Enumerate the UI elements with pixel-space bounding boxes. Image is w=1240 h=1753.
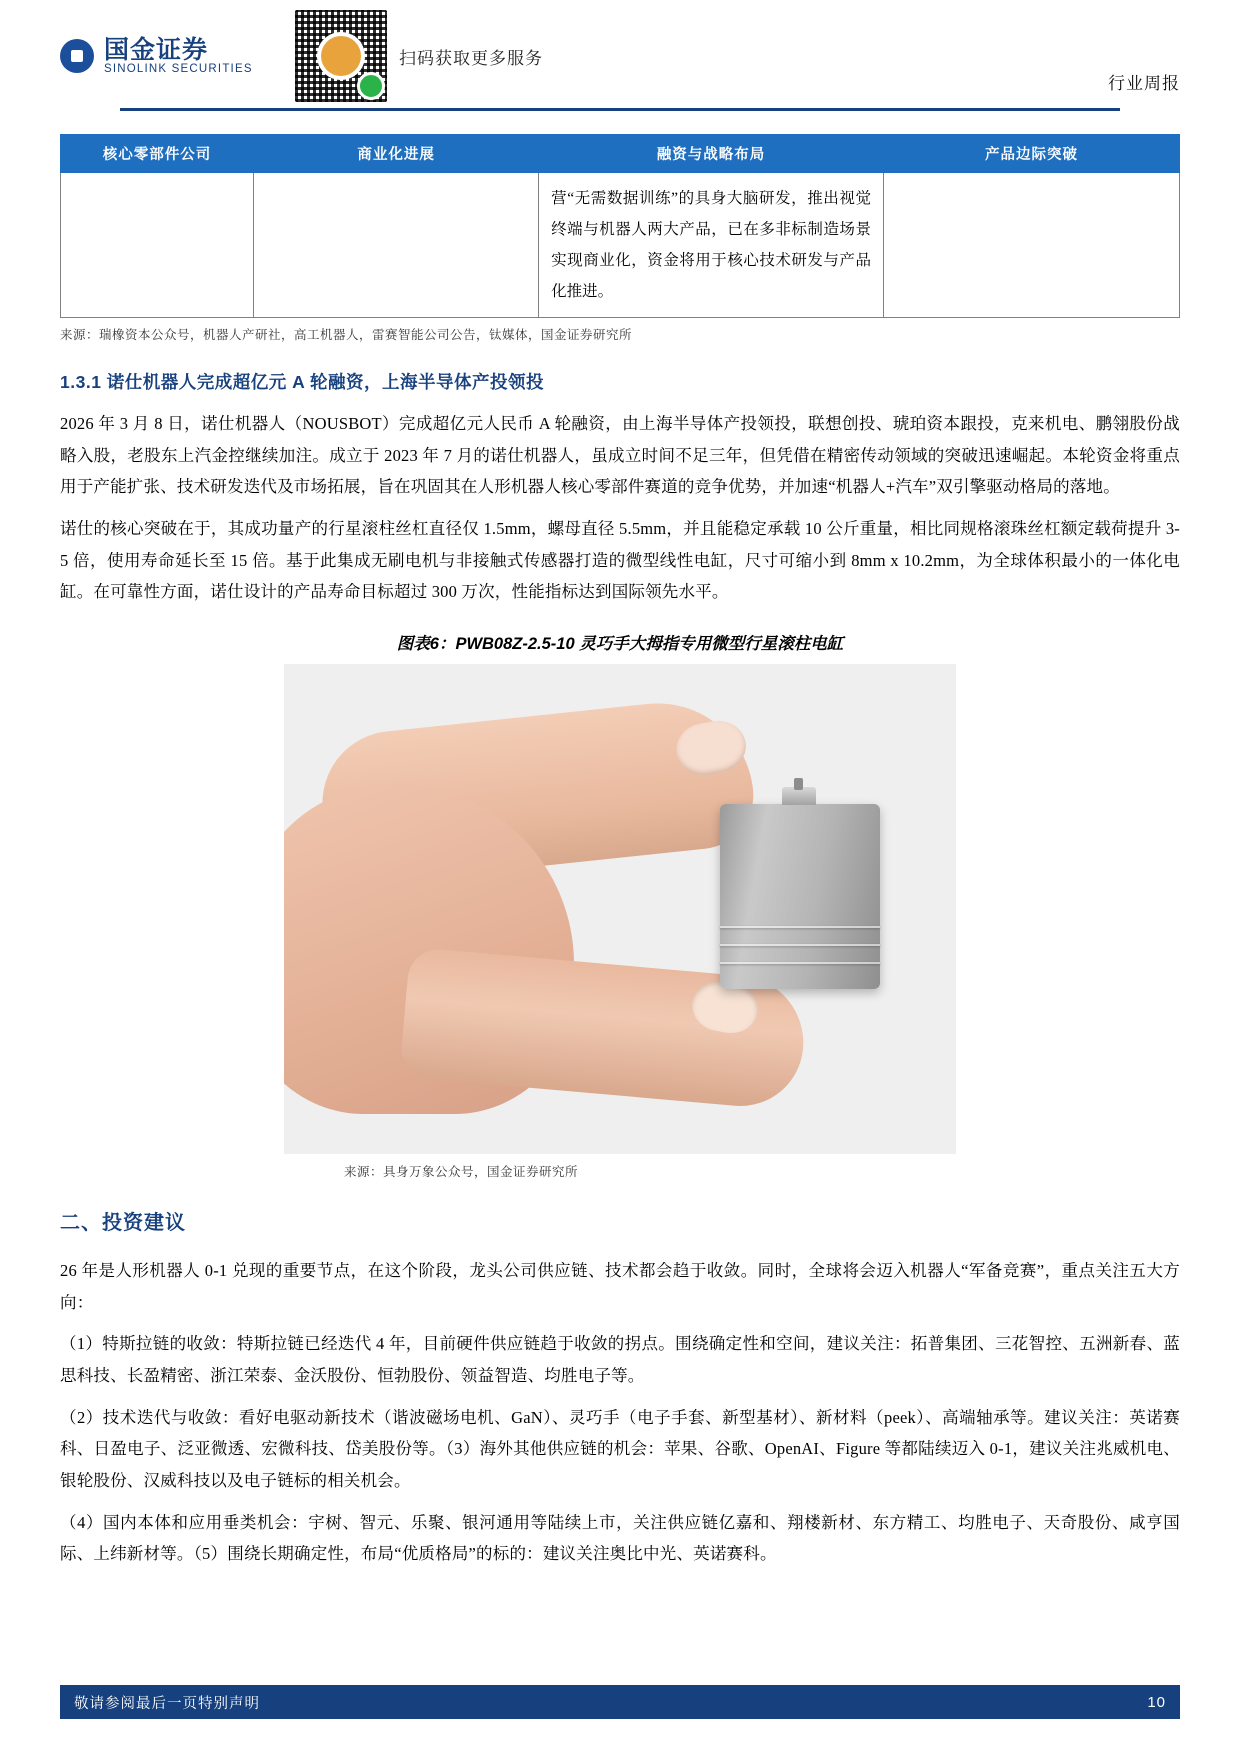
document-type-label: 行业周报: [1108, 74, 1180, 93]
table-source: 来源：瑞橡资本公众号，机器人产研社，高工机器人，雷赛智能公司公告，钛媒体，国金证券研究所: [60, 328, 633, 342]
section-2-paragraph-2: （1）特斯拉链的收敛：特斯拉链已经迭代 4 年，目前硬件供应链趋于收敛的拐点。围绕确定性和空间，建议关注：拓普集团、三花智控、五洲新春、蓝思科技、长盈精密、浙江荣泰、金沃股份、恒勃股份、领益智造、均胜电子等。: [60, 1334, 1180, 1386]
section-131-paragraph-2: 诺仕的核心突破在于，其成功量产的行星滚柱丝杠直径仅 1.5mm，螺母直径 5.5mm，并且能稳定承载 10 公斤重量，相比同规格滚珠丝杠额定载荷提升 3-5 倍，使用寿命延长至 15 倍。基于此集成无刷电机与非接触式传感器打造的微型线性电缸，尺寸可缩小到 8mm x 10.2mm，为全球体积最小的一体化电缸。在可靠性方面，诺仕设计的产品寿命目标超过 300 万次，性能指标达到国际领先水平。: [60, 519, 1180, 602]
figure-source: 来源：具身万象公众号，国金证券研究所: [344, 1165, 579, 1180]
footer-disclaimer: 敬请参阅最后一页特别声明: [74, 1695, 260, 1712]
sinolink-logo-icon: [60, 39, 94, 73]
brand-name-en: SINOLINK SECURITIES: [104, 63, 253, 76]
cell-product: [883, 173, 1179, 318]
table-row: [61, 173, 1180, 318]
section-heading-2: 二、投资建议: [60, 1212, 186, 1235]
figure-title: 图表6：PWB08Z-2.5-10 灵巧手大拇指专用微型行星滚柱电缸: [396, 635, 844, 654]
section-2-paragraph-3: （2）技术迭代与收敛：看好电驱动新技术（谐波磁场电机、GaN）、灵巧手（电子手套、新型基材）、新材料（peek）、高端轴承等。建议关注：英诺赛科、日盈电子、泛亚微透、宏微科技、岱美股份等。（3）海外其他供应链的机会：苹果、谷歌、OpenAI、Figure 等都陆续迈入 0-1，建议关注兆威机电、银轮股份、汉威科技以及电子链标的相关机会。: [60, 1407, 1180, 1491]
table-header-product: 产品边际突破: [883, 135, 1179, 173]
section-2-paragraph-4: （4）国内本体和应用垂类机会：宇树、智元、乐聚、银河通用等陆续上市，关注供应链亿嘉和、翔楼新材、东方精工、均胜电子、天奇股份、咸亨国际、上纬新材等。（5）围绕长期确定性，布局“优质格局”的标的：建议关注奥比中光、英诺赛科。: [60, 1512, 1180, 1564]
cell-financing: 营“无需数据训练”的具身大脑研发，推出视觉终端与机器人两大产品，已在多非标制造场景实现商业化，资金将用于核心技术研发与产品化推进。: [539, 173, 884, 318]
footer-page-number: 10: [1147, 1693, 1166, 1711]
actuator-seam-3: [720, 962, 880, 964]
page-header: [60, 0, 1180, 112]
table-header-row: [61, 135, 1180, 173]
section-2-paragraph-1: 26 年是人形机器人 0-1 兑现的重要节点，在这个阶段，龙头公司供应链、技术都会趋于收敛。同时，全球将会迈入机器人“军备竞赛”，重点关注五大方向：: [60, 1261, 1180, 1312]
table-header-financing: 融资与战略布局: [539, 135, 884, 173]
qr-code-icon: [295, 10, 387, 102]
section-heading-131: 1.3.1 诺仕机器人完成超亿元 A 轮融资，上海半导体产投领投: [60, 372, 544, 392]
section-131-paragraph-1: 2026 年 3 月 8 日，诺仕机器人（NOUSBOT）完成超亿元人民币 A 轮融资，由上海半导体产投领投，联想创投、琥珀资本跟投，克来机电、鹏翎股份战略入股，老股东上汽金控继续加注。成立于 2023 年 7 月的诺仕机器人，虽成立时间不足三年，但凭借在精密传动领域的突破迅速崛起。本轮资金将重点用于产能扩张、技术研发迭代及市场拓展，旨在巩固其在人形机器人核心零部件赛道的竞争优势，并加速“机器人+汽车”双引擎驱动格局的落地。: [60, 414, 1180, 497]
table-header-commercialization: 商业化进展: [254, 135, 539, 173]
actuator-seam-1: [720, 926, 880, 928]
brand-logo: [60, 37, 253, 75]
actuator-seam-2: [720, 944, 880, 946]
actuator-pin-shape: [794, 778, 803, 790]
core-component-table: [60, 134, 1180, 318]
qr-block: [295, 10, 543, 102]
qr-caption: 扫码获取更多服务: [399, 48, 543, 68]
cell-company: [61, 173, 254, 318]
brand-text: [104, 37, 253, 75]
cell-commercialization: [254, 173, 539, 318]
page-footer: [60, 1685, 1180, 1719]
micro-actuator-shape: [720, 804, 880, 989]
figure-image-hand-holding-actuator: [284, 664, 956, 1154]
header-divider: [120, 108, 1120, 111]
table-header-company: 核心零部件公司: [61, 135, 254, 173]
brand-name-cn: 国金证券: [104, 35, 209, 64]
figure-wrapper: [60, 664, 1180, 1154]
